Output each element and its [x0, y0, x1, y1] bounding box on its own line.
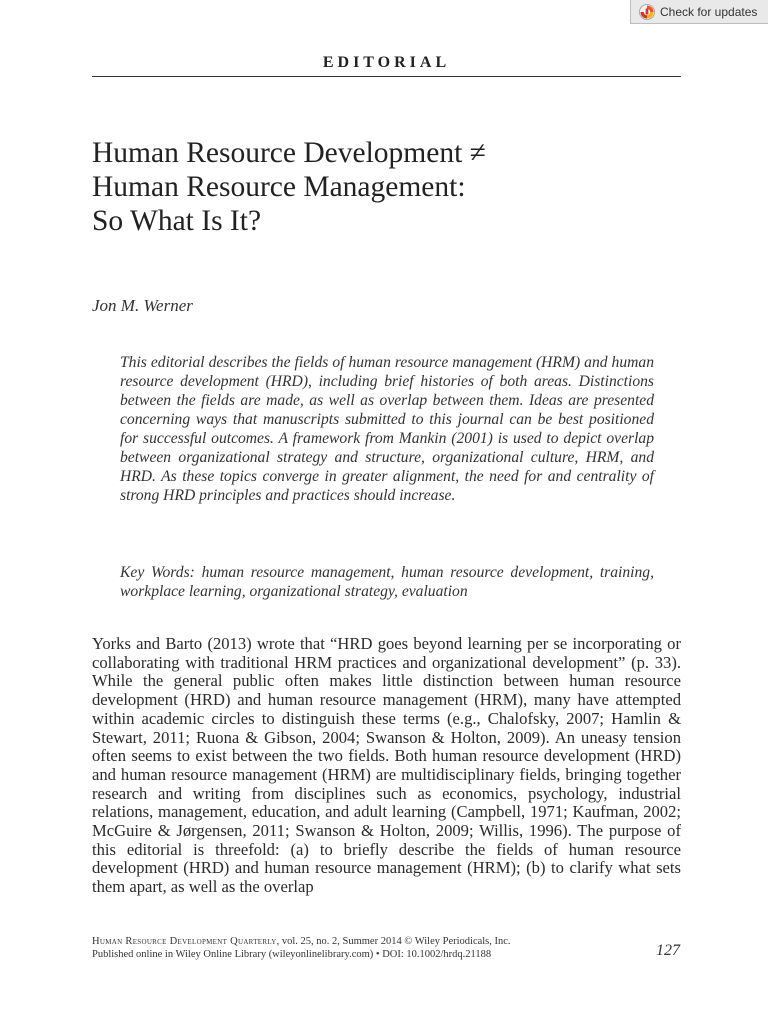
citation-details: , vol. 25, no. 2, Summer 2014 © Wiley Periodicals, Inc.	[276, 936, 511, 947]
citation-line	[92, 935, 612, 948]
title-line: Human Resource Development ≠	[92, 137, 486, 169]
update-badge-icon	[639, 4, 655, 20]
section-label: EDITORIAL	[322, 54, 451, 71]
journal-name: Human Resource Development Quarterly	[92, 936, 277, 947]
check-for-updates-button[interactable]	[630, 0, 768, 24]
page-footer	[92, 935, 612, 961]
title-line: So What Is It?	[92, 205, 262, 237]
body-paragraph: Yorks and Barto (2013) wrote that “HRD goes beyond learning per se incorporating or collaborating with traditional HRM practices and organizational development” (p. 33). While the general public often makes little distinction between human resource development (HRD) and human resource management (HRM), many have attempted within academic circles to distinguish these terms (e.g., Chalofsky, 2007; Hamlin & Stewart, 2011; Ruona & Gibson, 2004; Swanson & Holton, 2009). An uneasy tension often seems to exist between the two fields. Both human resource development (HRD) and human resource management (HRM) are multidisciplinary fields, bringing together research and writing from disciplines such as economics, psychology, industrial relations, management, education, and adult learning (Campbell, 1971; Kaufman, 2002; McGuire & Jørgensen, 2011; Swanson & Holton, 2009; Willis, 1996). The purpose of this editorial is threefold: (a) to briefly describe the fields of human resource development (HRD) and human resource management (HRM); (b) to clarify what sets them apart, as well as the overlap	[92, 634, 681, 897]
author-name: Jon M. Werner	[92, 296, 193, 315]
keywords: Key Words: human resource management, human resource development, training, workplace learning, organizational strategy, evaluation	[120, 564, 654, 600]
page-number: 127	[656, 942, 680, 959]
abstract: This editorial describes the fields of human resource management (HRM) and human resource development (HRD), including brief histories of both areas. Distinctions between the fields are made, as well as overlap between them. Ideas are presented concerning ways that manuscripts submitted to this journal can be best positioned for successful outcomes. A framework from Mankin (2001) is used to depict overlap between organizational strategy and structure, organizational culture, HRM, and HRD. As these topics converge in greater alignment, the need for and centrality of strong HRD principles and practices should increase.	[120, 354, 654, 504]
title-line: Human Resource Management:	[92, 171, 466, 203]
check-for-updates-label: Check for updates	[660, 4, 758, 19]
header-rule	[92, 76, 681, 77]
publication-line: Published online in Wiley Online Library (wileyonlinelibrary.com) • DOI: 10.1002/hrdq.21188	[92, 949, 492, 960]
article-title	[92, 136, 692, 238]
